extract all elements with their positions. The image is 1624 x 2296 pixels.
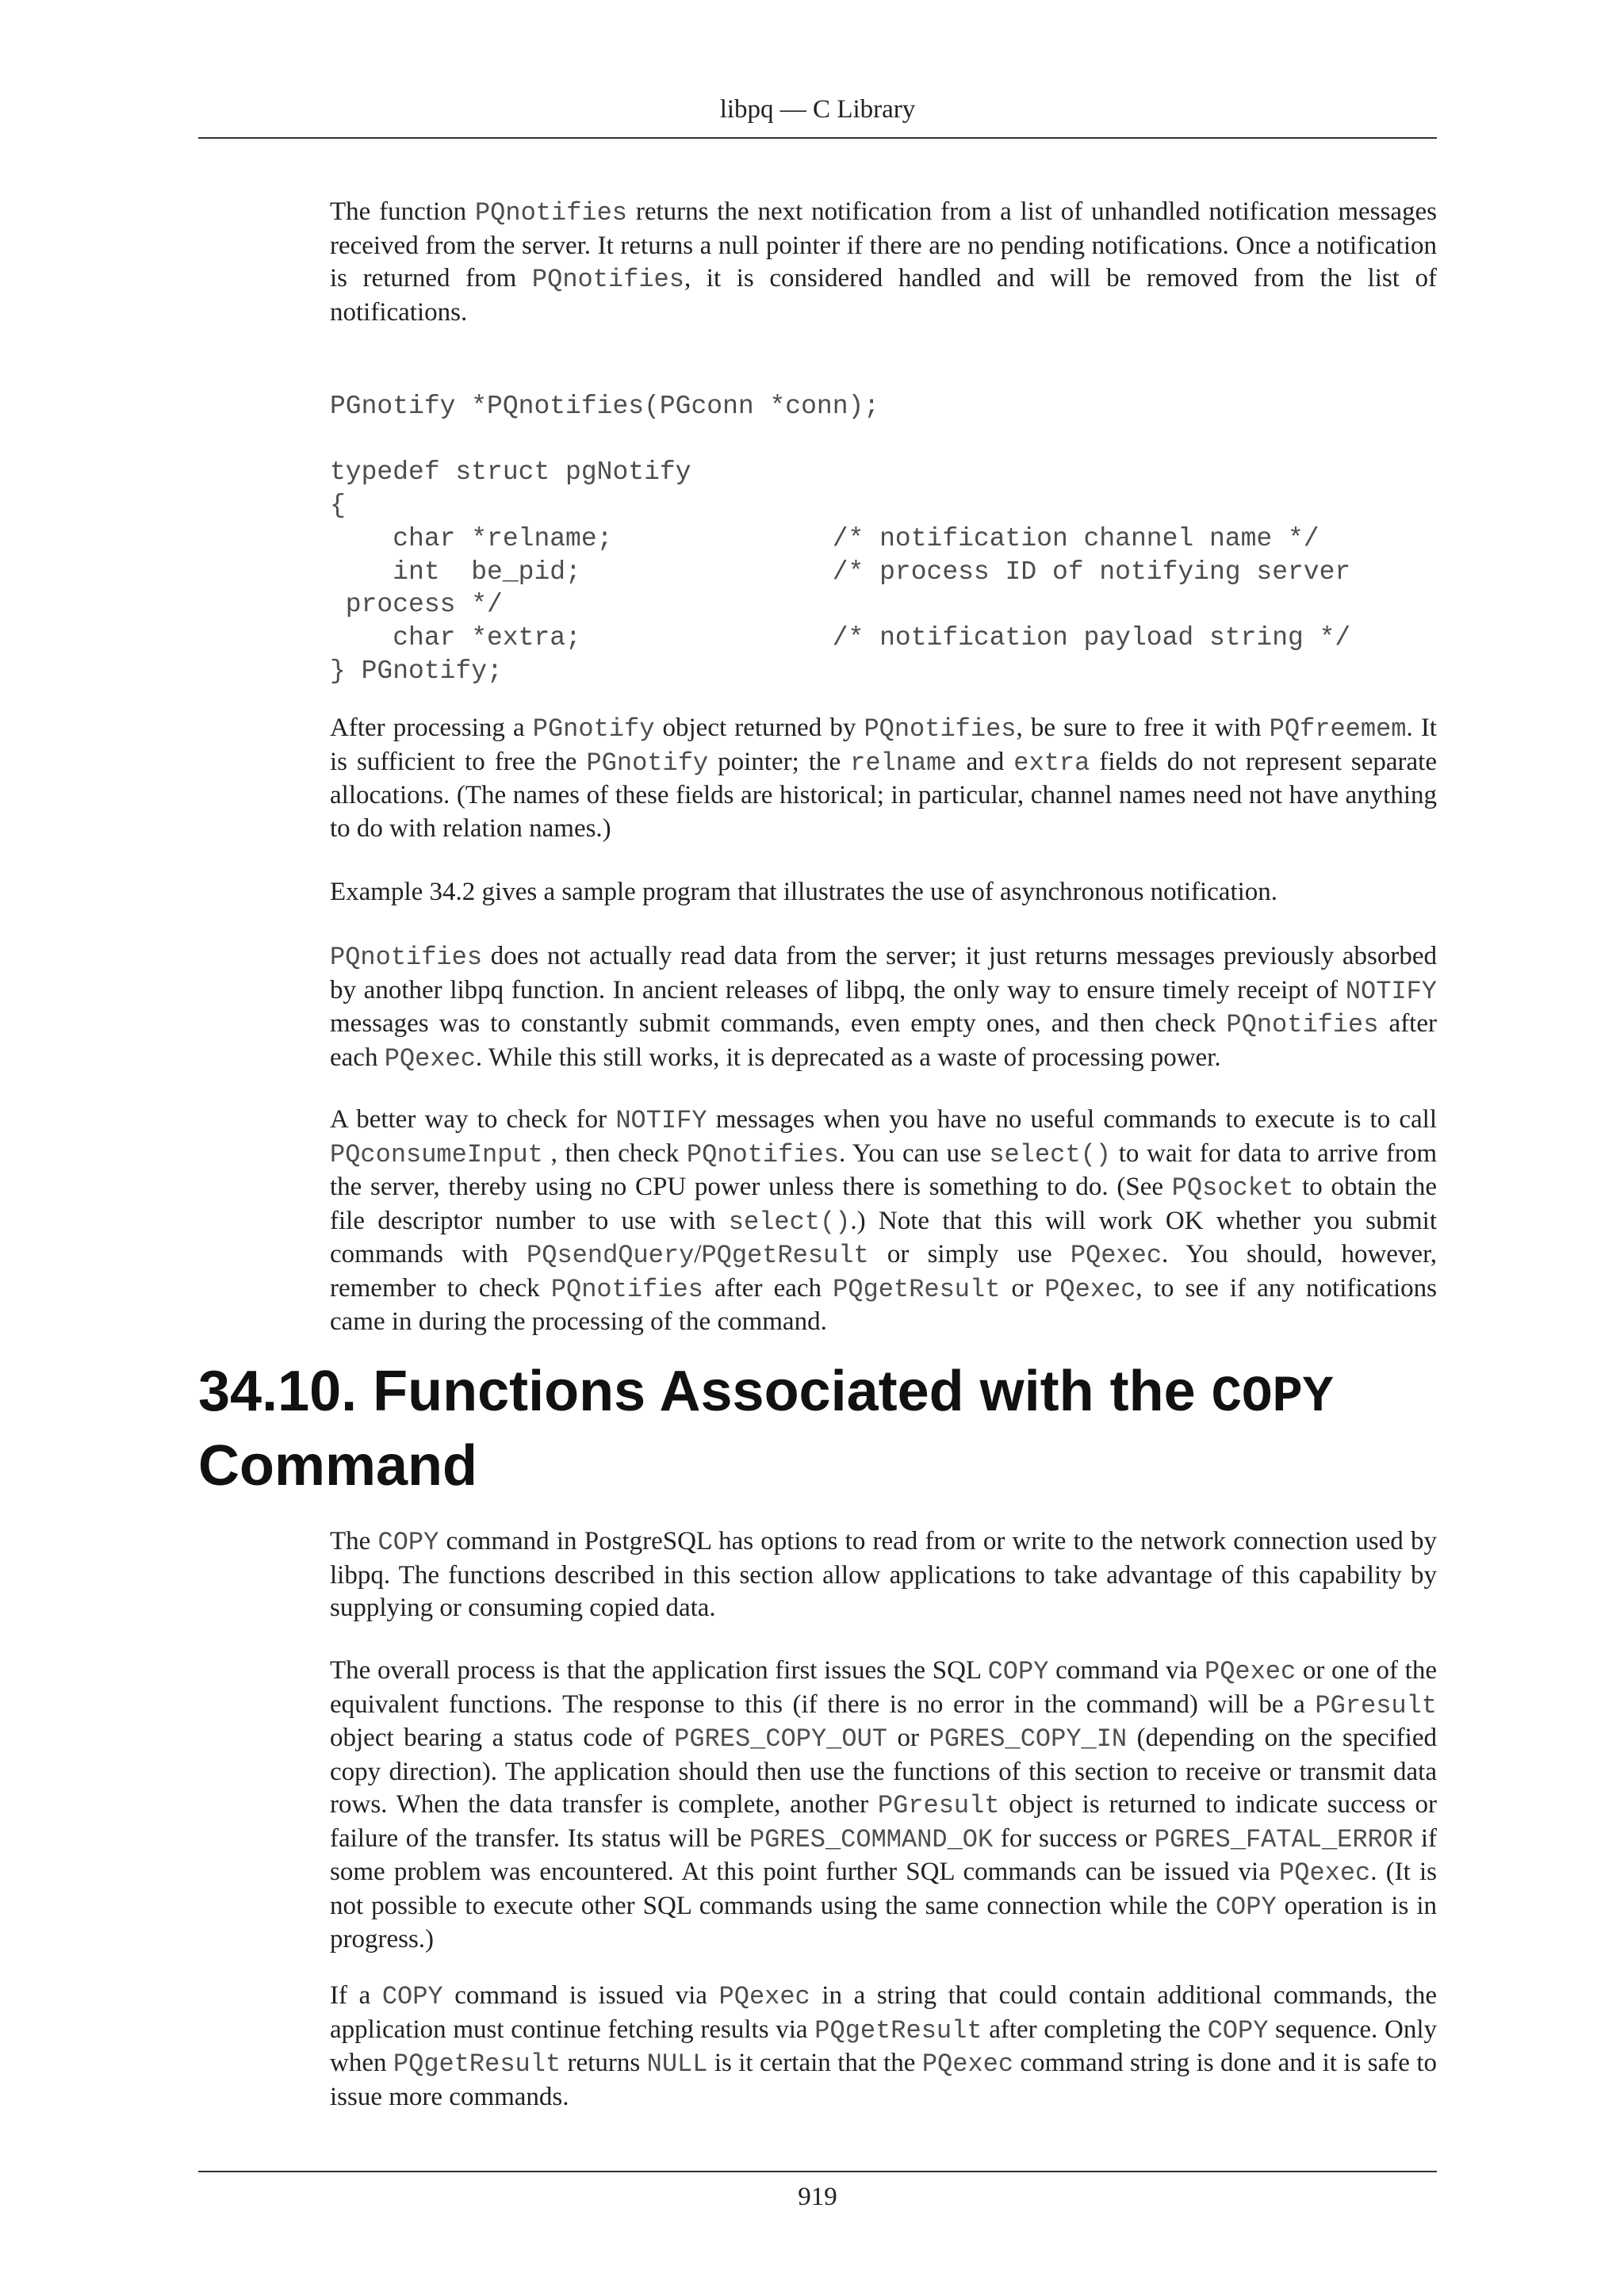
inline-code: PQgetResult — [833, 1274, 1001, 1304]
footer-rule — [198, 2171, 1437, 2172]
inline-code: extra — [1013, 748, 1090, 778]
inline-code: COPY — [987, 1657, 1049, 1686]
paragraph-pqnotifies-intro: The function PQnotifies returns the next notification from a list of unhandled notification messages received from the server. It returns a null pointer if there are no pending notifications. Once a notification is returned from PQnotifies, it is considered handled and will be removed from the list of notifications. — [330, 197, 1438, 327]
inline-code: NOTIFY — [1345, 976, 1437, 1006]
inline-code: PGRES_FATAL_ERROR — [1154, 1824, 1414, 1854]
inline-code: PQexec — [1070, 1241, 1162, 1270]
inline-code: COPY — [1207, 2015, 1269, 2045]
inline-code: PGresult — [877, 1791, 1000, 1820]
inline-code: PQgetResult — [701, 1241, 869, 1270]
inline-code: PQsocket — [1171, 1173, 1294, 1203]
inline-code: PQexec — [1044, 1274, 1136, 1304]
code-listing: PGnotify *PQnotifies(PGconn *conn); typedef struct pgNotify { char *relname; /* notification channel name */ int be_pid; /* process ID of notifying server process */ char *extra; /* notification payload string */ } PGnotify; — [330, 392, 1351, 686]
inline-code: COPY — [381, 1982, 443, 2011]
paragraph-better-way: A better way to check for NOTIFY messages when you have no useful commands to execute is to call PQconsumeInput , then check PQnotifies. You can use select() to wait for data to arrive from the server, thereby using no CPU power unless there is something to do. (See PQsocket to obtain the file descriptor number to use with select().) Note that this will work OK whether you submit commands with PQsendQuery/PQgetResult or simply use PQexec. You should, however, remember to check PQnotifies after each PQgetResult or PQexec, to see if any notifications came in during the processing of the command. — [330, 1105, 1438, 1336]
inline-code: COPY — [377, 1528, 439, 1557]
inline-code: PQnotifies — [474, 198, 627, 228]
inline-code: COPY — [1215, 1892, 1277, 1922]
paragraph-copy-multiple-commands: If a COPY command is issued via PQexec in a string that could contain additional commands, the application must continue fetching results via PQgetResult after completing the COPY sequence. Only when PQgetResult returns NULL is it certain that the PQexec command string is done and it is safe to issue more commands. — [330, 1981, 1438, 2111]
inline-code: PQnotifies — [686, 1139, 839, 1169]
inline-code: PQnotifies — [531, 265, 684, 294]
header-rule — [198, 137, 1437, 139]
inline-code: PQgetResult — [814, 2015, 982, 2045]
inline-code: PQexec — [921, 2049, 1014, 2079]
paragraph-pqnotifies-behavior: PQnotifies does not actually read data from the server; it just returns messages previously absorbed by another libpq function. In ancient releases of libpq, the only way to ensure timely receipt of NOTIFY messages was to constantly submit commands, even empty ones, and then check PQnotifies after each PQexec. While this still works, it is deprecated as a waste of processing power. — [330, 942, 1437, 1073]
inline-code: PQgetResult — [393, 2049, 561, 2079]
inline-code: PQexec — [384, 1043, 476, 1073]
inline-code: PGRES_COMMAND_OK — [749, 1824, 994, 1854]
inline-code: PQsendQuery — [527, 1241, 695, 1270]
paragraph-copy-intro: The COPY command in PostgreSQL has options to read from or write to the network connection used by libpq. The functions described in this section allow applications to take advantage of this capability by supplying or consuming copied data. — [330, 1527, 1437, 1622]
inline-code: PQconsumeInput — [330, 1139, 543, 1169]
inline-code: NOTIFY — [615, 1106, 707, 1135]
inline-code: PQnotifies — [550, 1274, 703, 1304]
paragraph-copy-process: The overall process is that the application first issues the SQL COPY command via PQexec or one of the equivalent functions. The response to this (if there is no error in the command) will be a PGresult object bearing a status code of PGRES_COPY_OUT or PGRES_COPY_IN (depending on the specified copy direction). The application should then use the functions of this section to receive or transmit data rows. When the data transfer is complete, another PGresult object is returned to indicate success or failure of the transfer. Its status will be PGRES_COMMAND_OK for success or PGRES_FATAL_ERROR if some problem was encountered. At this point further SQL commands can be issued via PQexec. (It is not possible to execute other SQL commands using the same connection while the COPY operation is in progress.) — [330, 1656, 1438, 1954]
inline-code: relname — [850, 748, 957, 778]
inline-code: select() — [728, 1207, 851, 1237]
inline-code: PQfreemem — [1269, 714, 1407, 744]
inline-code: PGRES_COPY_IN — [929, 1724, 1128, 1754]
inline-code: PQnotifies — [864, 714, 1017, 744]
paragraph-example-reference: Example 34.2 gives a sample program that illustrates the use of asynchronous notification. — [330, 878, 1278, 906]
page-header: libpq — C Library — [719, 95, 916, 124]
paragraph-free-pgnotify: After processing a PGnotify object returned by PQnotifies, be sure to free it with PQfreemem. It is sufficient to free the PGnotify pointer; the relname and extra fields do not represent separate allocations. (The names of these fields are historical; in particular, channel names need not have anything to do with relation names.) — [330, 714, 1437, 843]
inline-code: PQnotifies — [330, 943, 483, 972]
inline-code: PGresult — [1315, 1690, 1437, 1720]
inline-code: PGnotify — [586, 748, 709, 778]
inline-code: NULL — [646, 2049, 708, 2079]
section-heading: 34.10. Functions Associated with the COPY Command — [198, 1360, 1334, 1498]
inline-code: PQexec — [1279, 1858, 1371, 1888]
inline-code: PQnotifies — [1226, 1010, 1379, 1039]
inline-code: PGnotify — [532, 714, 655, 744]
heading-code: COPY — [1211, 1369, 1334, 1426]
inline-code: PQexec — [1204, 1657, 1297, 1686]
code-block-pqnotifies — [330, 390, 1437, 687]
inline-code: PGRES_COPY_OUT — [674, 1724, 887, 1754]
page-number: 919 — [798, 2183, 837, 2211]
inline-code: PQexec — [718, 1982, 810, 2011]
inline-code: select() — [989, 1139, 1111, 1169]
